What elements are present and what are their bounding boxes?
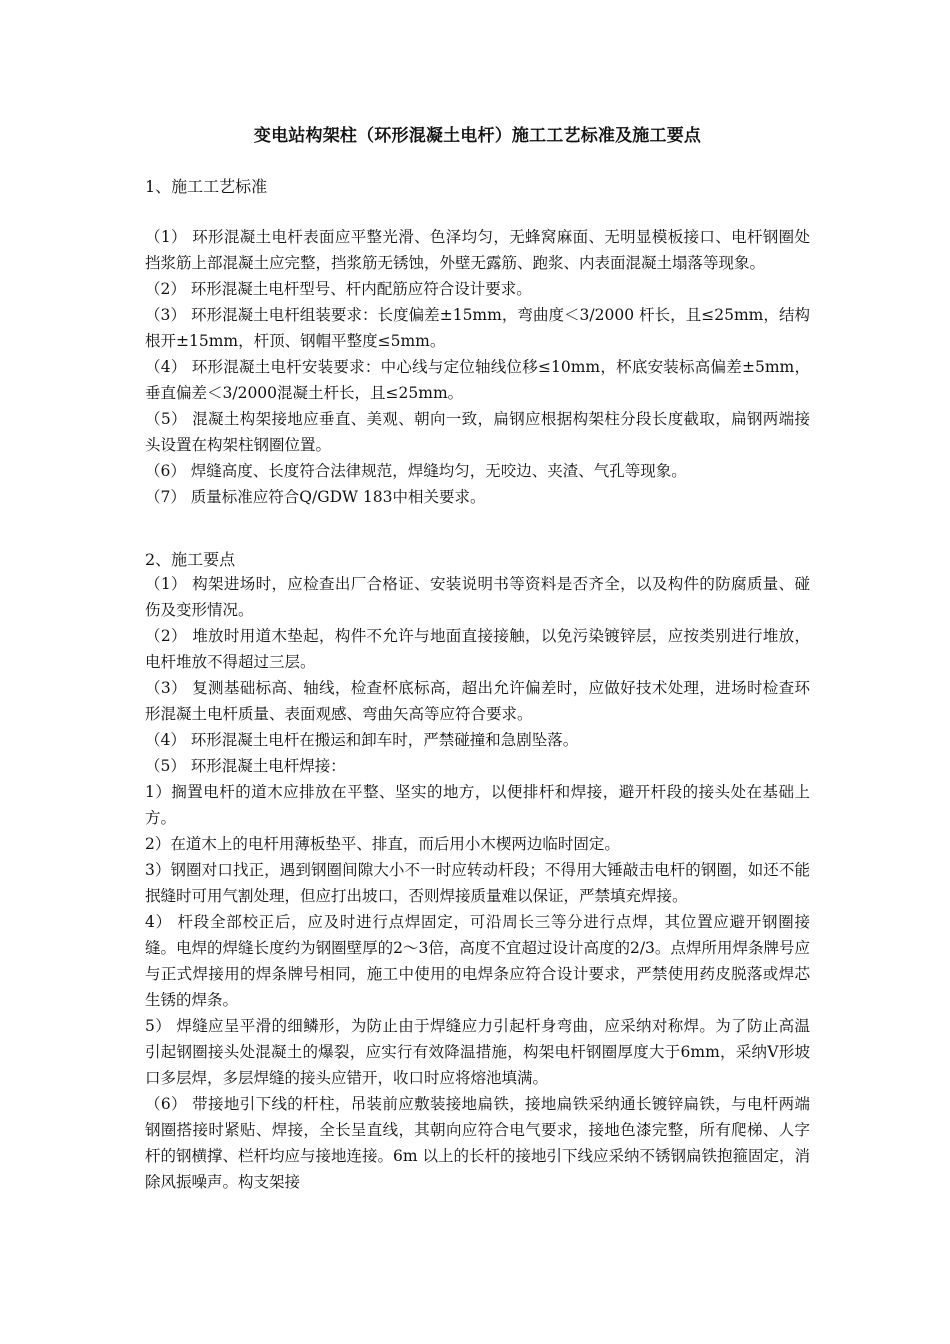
paragraph: （7） 质量标准应符合Q/GDW 183中相关要求。 <box>145 488 486 506</box>
section-standards-body <box>145 224 810 510</box>
paragraph: 2）在道木上的电杆用薄板垫平、排直，而后用小木楔两边临时固定。 <box>145 835 620 853</box>
section-heading-key-points: 2、施工要点 <box>145 550 236 569</box>
paragraph: （6） 带接地引下线的杆柱，吊装前应敷装接地扁铁，接地扁铁采纳通长镀锌扁铁，与电杆两端钢圈搭接时紧贴、焊接，全长呈直线，其朝向应符合电气要求，接地色漆完整，所有爬梯、人字杆的钢横撑、栏杆均应与接地连接。6m 以上的长杆的接地引下线应采纳不锈钢扁铁抱箍固定，消除风振噪声。构支架接 <box>145 1095 810 1191</box>
document-title: 变电站构架柱（环形混凝土电杆）施工工艺标准及施工要点 <box>253 126 702 146</box>
paragraph: 5） 焊缝应呈平滑的细鳞形，为防止由于焊缝应力引起杆身弯曲，应采纳对称焊。为了防止高温引起钢圈接头处混凝土的爆裂，应实行有效降温措施，构架电杆钢圈厚度大于6mm，采纳V形坡口多层焊，多层焊缝的接头应错开，收口时应将熔池填满。 <box>145 1017 810 1087</box>
paragraph: （5） 环形混凝土电杆焊接： <box>145 757 346 775</box>
paragraph: （4） 环形混凝土电杆安装要求：中心线与定位轴线位移≤10mm，杯底安装标高偏差±5mm，垂直偏差＜3/2000混凝土杆长，且≤25mm。 <box>145 358 810 402</box>
paragraph: （3） 复测基础标高、轴线，检查杯底标高，超出允许偏差时，应做好技术处理，进场时检查环形混凝土电杆质量、表面观感、弯曲矢高等应符合要求。 <box>145 679 810 723</box>
paragraph: 4） 杆段全部校正后，应及时进行点焊固定，可沿周长三等分进行点焊，其位置应避开钢圈接缝。电焊的焊缝长度约为钢圈壁厚的2～3倍，高度不宜超过设计高度的2/3。点焊所用焊条牌号应与正式焊接用的焊条牌号相同，施工中使用的电焊条应符合设计要求，严禁使用药皮脱落或焊芯生锈的焊条。 <box>145 913 810 1009</box>
paragraph: （5） 混凝土构架接地应垂直、美观、朝向一致，扁钢应根据构架柱分段长度截取，扁钢两端接头设置在构架柱钢圈位置。 <box>145 410 810 454</box>
paragraph: （4） 环形混凝土电杆在搬运和卸车时，严禁碰撞和急剧坠落。 <box>145 731 579 749</box>
paragraph: （1） 环形混凝土电杆表面应平整光滑、色泽均匀，无蜂窝麻面、无明显模板接口、电杆钢圈处挡浆筋上部混凝土应完整，挡浆筋无锈蚀，外壁无露筋、跑浆、内表面混凝土塌落等现象。 <box>145 228 810 272</box>
paragraph: （1） 构架进场时，应检查出厂合格证、安装说明书等资料是否齐全，以及构件的防腐质量、碰伤及变形情况。 <box>145 575 810 619</box>
section-heading-standards: 1、施工工艺标准 <box>145 177 268 196</box>
section-key-points-body <box>145 571 810 1195</box>
paragraph: （3） 环形混凝土电杆组装要求：长度偏差±15mm，弯曲度＜3/2000 杆长，且≤25mm，结构根开±15mm，杆顶、钢帽平整度≤5mm。 <box>145 306 810 350</box>
paragraph: （2） 堆放时用道木垫起，构件不允许与地面直接接触，以免污染镀锌层，应按类别进行堆放，电杆堆放不得超过三层。 <box>145 627 810 671</box>
paragraph: （6） 焊缝高度、长度符合法律规范，焊缝均匀，无咬边、夹渣、气孔等现象。 <box>145 462 687 480</box>
paragraph: 1）搁置电杆的道木应排放在平整、坚实的地方，以便排杆和焊接，避开杆段的接头处在基础上方。 <box>145 783 810 827</box>
paragraph: 3）钢圈对口找正，遇到钢圈间隙大小不一时应转动杆段；不得用大锤敲击电杆的钢圈，如还不能抿缝时可用气割处理，但应打出坡口，否则焊接质量难以保证，严禁填充焊接。 <box>145 861 810 905</box>
paragraph: （2） 环形混凝土电杆型号、杆内配筋应符合设计要求。 <box>145 280 532 298</box>
